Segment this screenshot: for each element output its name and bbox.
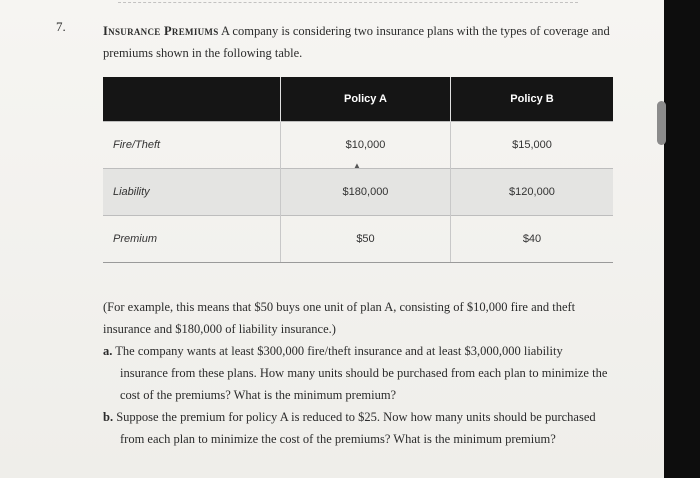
part-b-text: Suppose the premium for policy A is reduced to $25. Now how many units should be purchased from each plan to minimize the cost of the premiums? What is the minimum premium? xyxy=(116,410,596,446)
problem-number: 7. xyxy=(56,19,66,34)
part-a xyxy=(103,340,613,406)
cropped-previous-line xyxy=(118,2,578,9)
row-label: Liability xyxy=(103,169,281,216)
part-b-marker: b. xyxy=(103,410,114,424)
window-edge xyxy=(664,0,700,478)
part-a-text: The company wants at least $300,000 fire/theft insurance and at least $3,000,000 liability insurance from these plans. How many units should be purchased from each plan to minimize the cost of the premiums? What is the minimum premium? xyxy=(115,344,608,402)
policy-b-value: $40 xyxy=(451,216,614,263)
coverage-table xyxy=(103,77,613,263)
policy-a-value: $180,000 xyxy=(281,169,451,216)
row-label: Fire/Theft xyxy=(103,122,281,169)
problem-body xyxy=(103,296,613,450)
policy-a-value: $10,000 xyxy=(281,122,451,169)
problem-heading: Insurance Premiums xyxy=(103,24,219,38)
problem-intro xyxy=(103,20,623,64)
header-empty-cell xyxy=(103,77,281,122)
table-row xyxy=(103,169,613,216)
part-a-marker: a. xyxy=(103,344,113,358)
row-label: Premium xyxy=(103,216,281,263)
header-policy-a: Policy A xyxy=(281,77,451,122)
table-row xyxy=(103,216,613,263)
table-header-row xyxy=(103,77,613,122)
policy-a-value: $50 xyxy=(281,216,451,263)
example-note: (For example, this means that $50 buys one unit of plan A, consisting of $10,000 fire and theft insurance and $180,000 of liability insurance.) xyxy=(103,300,576,336)
mouse-cursor-icon: ▲ xyxy=(353,161,361,170)
problem-intro-text: A company is considering two insurance plans with the types of coverage and premiums shown in the following table. xyxy=(103,24,610,60)
part-b xyxy=(103,406,613,450)
scrollbar-thumb[interactable] xyxy=(657,101,666,145)
policy-b-value: $120,000 xyxy=(451,169,614,216)
policy-b-value: $15,000 xyxy=(451,122,614,169)
header-policy-b: Policy B xyxy=(451,77,614,122)
